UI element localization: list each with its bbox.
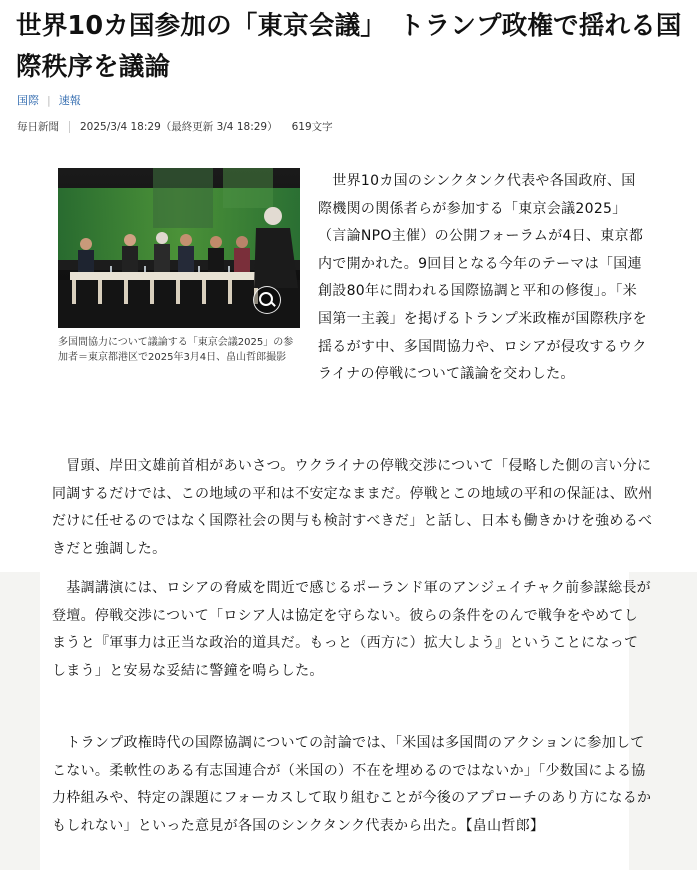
publish-datetime: 2025/3/4 18:29（最終更新 3/4 18:29）: [80, 121, 278, 133]
article-meta: [17, 119, 333, 134]
tag-link-international[interactable]: 国際: [17, 94, 39, 107]
article-tags: [17, 92, 81, 108]
tag-link-breaking[interactable]: 速報: [58, 94, 81, 107]
meta-divider: [69, 121, 70, 133]
article-paragraph-4: トランプ政権時代の国際協調についての討論では、「米国は多国間のアクションに参加してこない。柔軟性のある有志国連合が（米国の）不在を埋めるのではないか」「少数国による協力枠組みや、特定の課題にフォーカスして取り組むことが今後のアプローチのあり方になるかもしれない」といった意見が各国のシンクタンク代表から出た。【畠山哲郎】: [52, 735, 652, 834]
article-headline: 世界10カ国参加の「東京会議」 トランプ政権で揺れる国際秩序を議論: [16, 11, 682, 82]
article-paragraph-1: 世界10カ国のシンクタンク代表や各国政府、国際機関の関係者らが参加する「東京会議2025」（言論NPO主催）の公開フォーラムが4日、東京都内で開かれた。9回目となる今年のテーマは「国連創設80年に問われる国際協調と平和の修復」。「米国第一主義」を掲げるトランプ米政権が国際秩序を揺るがす中、多国間協力や、ロシアが侵攻するウクライナの停戦について議論を交わした。: [318, 173, 647, 383]
character-count: 619文字: [291, 121, 333, 133]
tag-separator: |: [47, 94, 51, 107]
photo-caption: 多国間協力について議論する「東京会議2025」の参加者＝東京都港区で2025年3月4日、畠山哲郎撮影: [58, 337, 294, 363]
article-paragraph-3: 基調講演には、ロシアの脅威を間近で感じるポーランド軍のアンジェイチャク前参謀総長が登壇。停戦交渉について「ロシア人は協定を守らない。彼らの条件をのんで戦争をやめてしまうと『軍事力は正当な政治的道具だ。もっと（西方に）拡大しよう』ということになってしまう」と安易な妥結に警鐘を鳴らした。: [52, 580, 651, 679]
zoom-icon[interactable]: [253, 286, 281, 314]
source-name: 毎日新聞: [17, 121, 59, 133]
article-paragraph-2: 冒頭、岸田文雄前首相があいさつ。ウクライナの停戦交渉について「侵略した側の言い分に同調するだけでは、この地域の平和は不安定なままだ。停戦とこの地域の平和の保証は、欧州だけに任せるのではなく国際社会の関与も検討すべきだ」と話し、日本も働きかけを強めるべきだと強調した。: [52, 458, 653, 557]
